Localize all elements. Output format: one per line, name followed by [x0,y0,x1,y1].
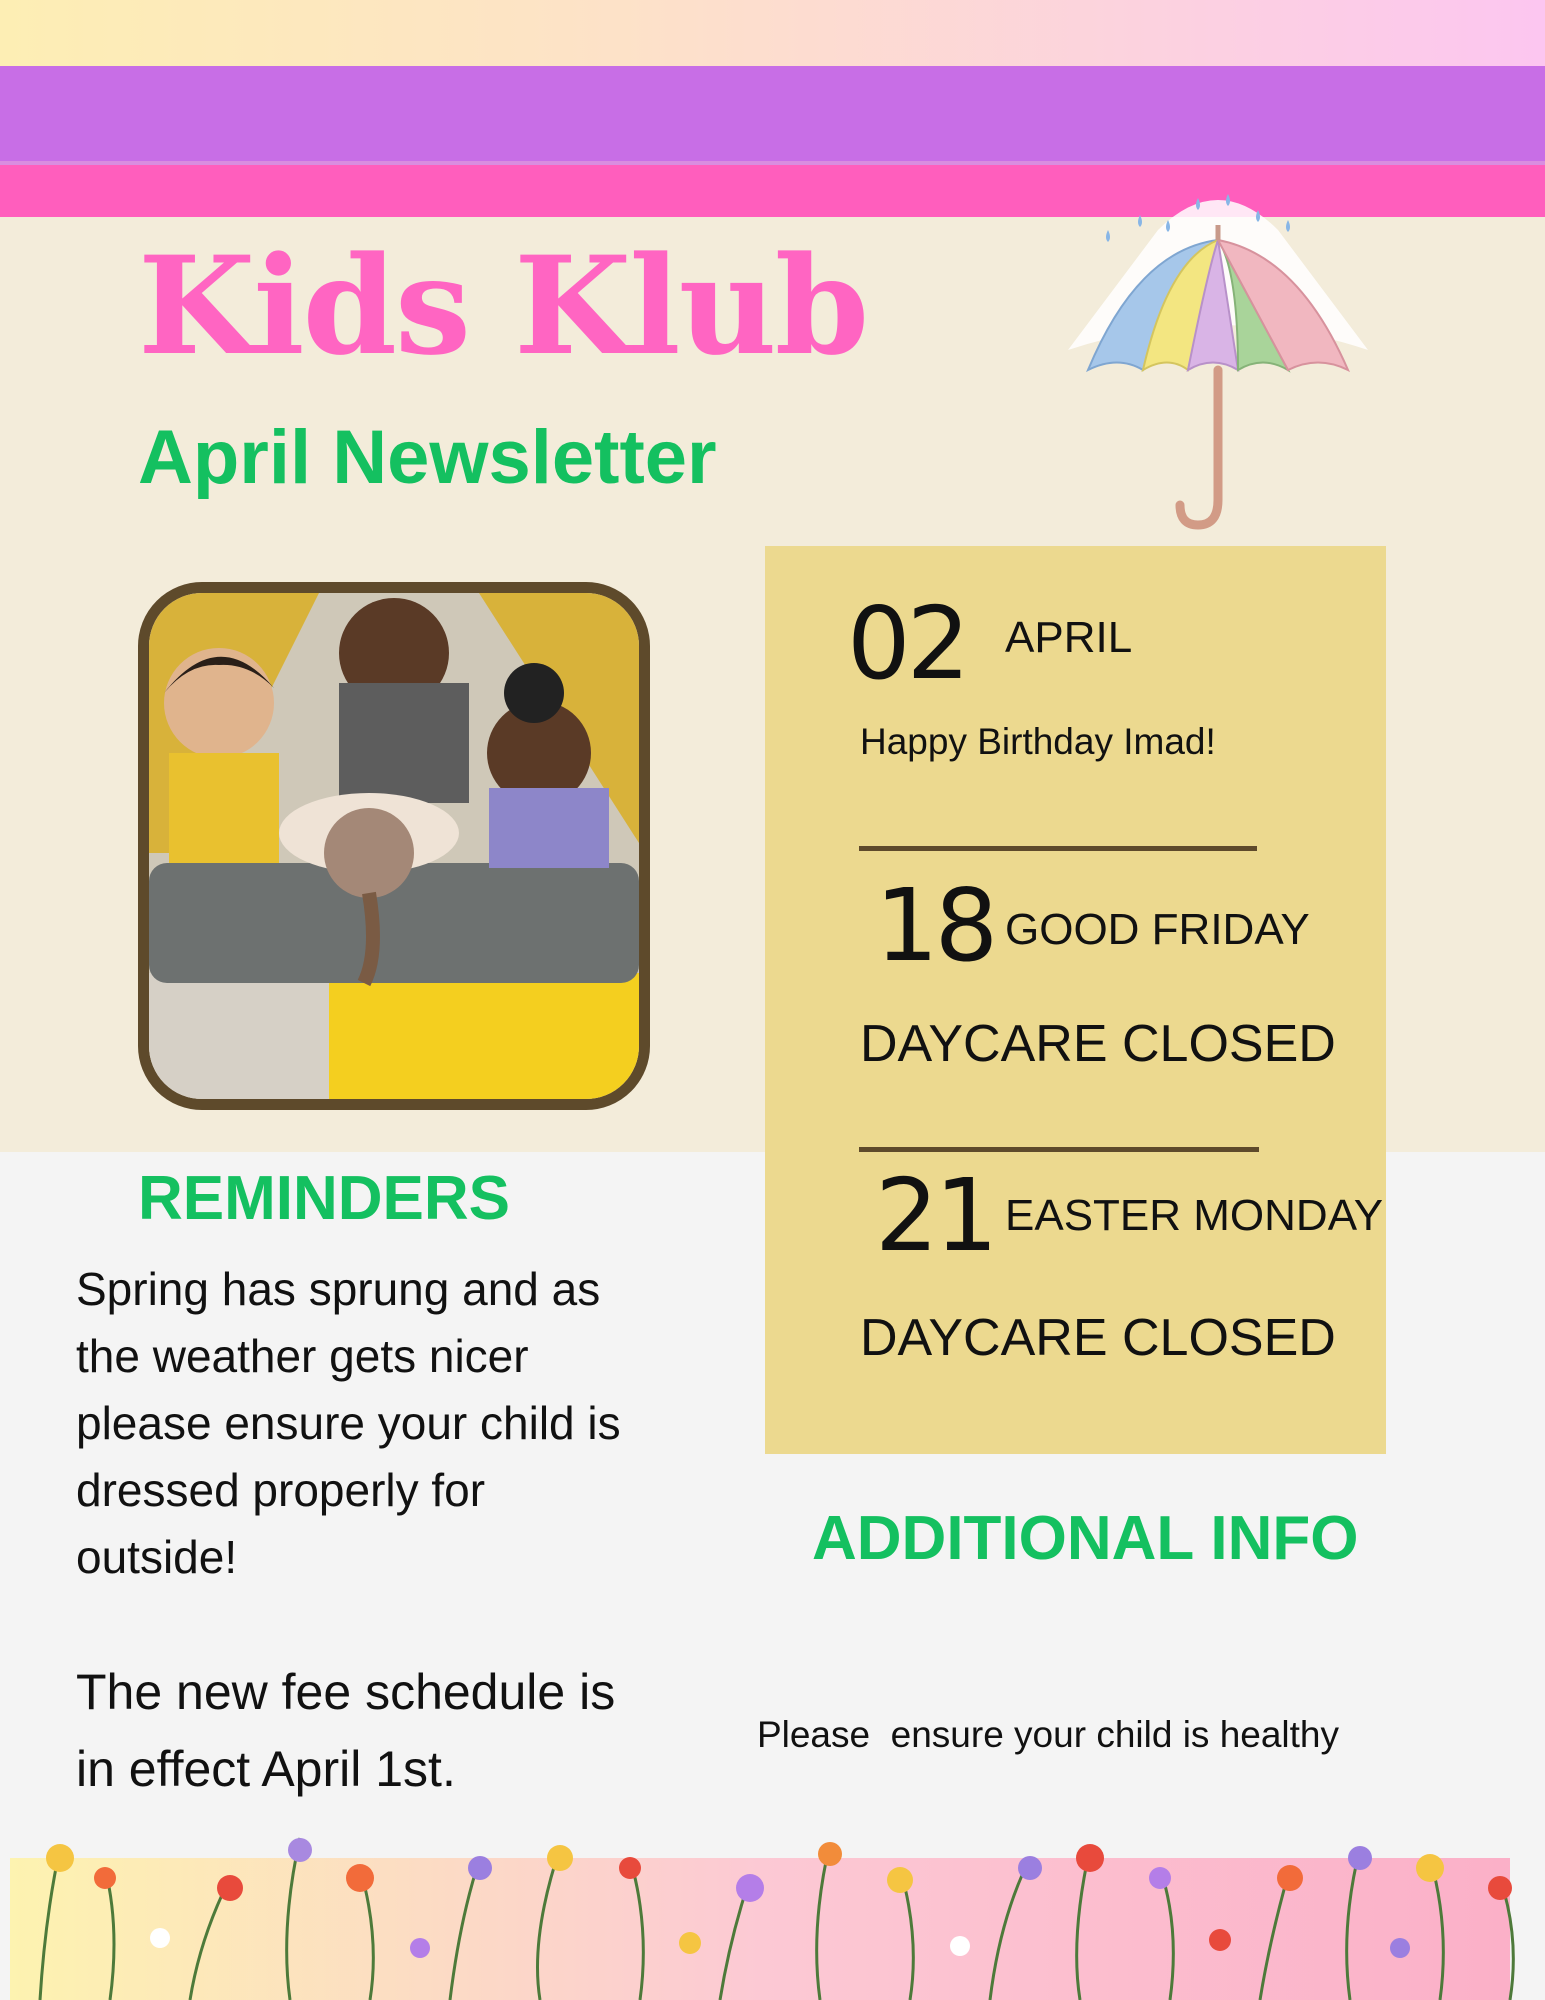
reminders-paragraph-2 [76,1654,615,1808]
reminders-line: the weather gets nicer [76,1330,529,1382]
event-divider-1 [859,846,1257,851]
event-2-name: GOOD FRIDAY [1005,905,1310,954]
additional-info-line: Please ensure your child is healthy [756,1714,1339,1755]
event-2-note: DAYCARE CLOSED [860,1015,1336,1073]
event-divider-2 [859,1147,1259,1152]
event-3-name: EASTER MONDAY [1005,1191,1384,1240]
reminders-line: please ensure your child is [76,1397,621,1449]
newsletter-title: Kids Klub [138,226,868,385]
reminders-paragraph-1 [76,1256,621,1591]
reminders-heading: REMINDERS [138,1164,511,1233]
wildflower-border [0,1828,1545,2000]
event-1-day: 02 [847,585,967,702]
event-3-note: DAYCARE CLOSED [860,1309,1336,1367]
reminders-line: dressed properly for [76,1464,486,1516]
reminders-line: in effect April 1st. [76,1741,456,1797]
event-2-day: 18 [875,867,995,984]
reminders-line: Spring has sprung and as [76,1263,601,1315]
umbrella-illustration [1048,180,1388,540]
event-3-day: 21 [875,1157,995,1274]
reminders-line: The new fee schedule is [76,1664,616,1720]
events-panel [765,546,1386,1454]
event-1-note: Happy Birthday Imad! [860,721,1216,762]
header-gradient-band [0,0,1545,66]
header-purple-band [0,66,1545,161]
newsletter-subtitle: April Newsletter [138,415,717,500]
children-photo [138,582,650,1110]
additional-info-heading: ADDITIONAL INFO [812,1504,1359,1573]
reminders-line: outside! [76,1531,238,1583]
event-1-name: APRIL [1005,613,1133,662]
